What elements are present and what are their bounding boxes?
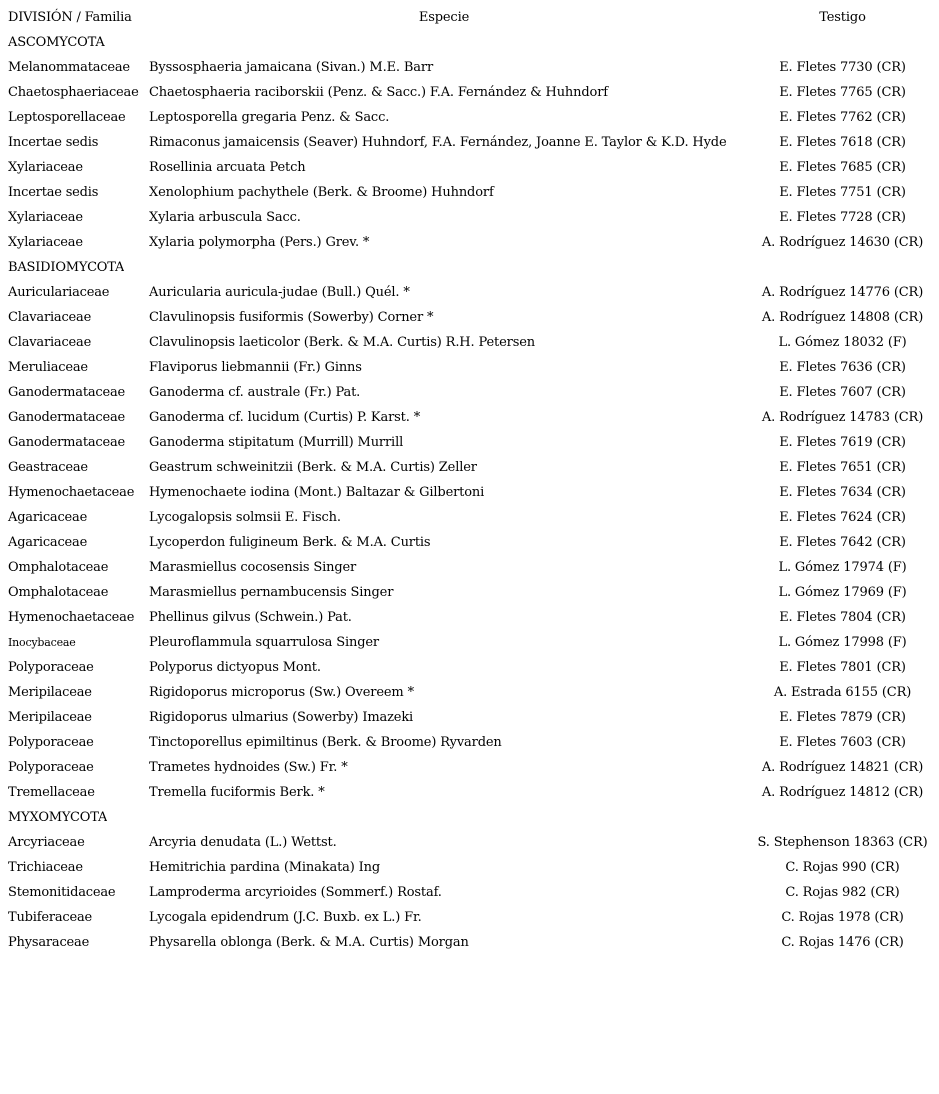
species-cell: Trametes hydnoides (Sw.) Fr. *: [149, 760, 348, 775]
voucher-cell: E. Fletes 7636 (CR): [779, 360, 906, 375]
species-cell: Hemitrichia pardina (Minakata) Ing: [149, 860, 381, 875]
family-cell: Agaricaceae: [8, 535, 88, 550]
division-row: [0, 30, 939, 55]
species-cell: Auricularia auricula-judae (Bull.) Quél. *: [149, 285, 410, 300]
table-row: [0, 280, 939, 305]
species-cell: Ganoderma cf. australe (Fr.) Pat.: [149, 385, 361, 400]
voucher-cell: E. Fletes 7634 (CR): [779, 485, 906, 500]
table-row: [0, 330, 939, 355]
voucher-cell: L. Gómez 17969 (F): [778, 585, 907, 600]
species-cell: Physarella oblonga (Berk. & M.A. Curtis) Morgan: [149, 935, 469, 950]
species-cell: Marasmiellus pernambucensis Singer: [149, 585, 394, 600]
species-cell: Lycogala epidendrum (J.C. Buxb. ex L.) Fr.: [149, 910, 422, 925]
family-cell: Ganodermataceae: [8, 410, 126, 425]
voucher-cell: E. Fletes 7624 (CR): [779, 510, 906, 525]
table-row: [0, 830, 939, 855]
table-row: [0, 730, 939, 755]
table-row: [0, 930, 939, 955]
voucher-cell: E. Fletes 7804 (CR): [779, 610, 906, 625]
family-cell: Melanommataceae: [8, 60, 130, 75]
family-cell: Hymenochaetaceae: [8, 485, 135, 500]
table-row: [0, 80, 939, 105]
table-row: [0, 855, 939, 880]
header-species: Especie: [418, 10, 470, 25]
voucher-cell: E. Fletes 7618 (CR): [779, 135, 906, 150]
voucher-cell: E. Fletes 7651 (CR): [779, 460, 906, 475]
family-cell: Meripilaceae: [8, 710, 92, 725]
voucher-cell: E. Fletes 7603 (CR): [779, 735, 906, 750]
species-cell: Phellinus gilvus (Schwein.) Pat.: [149, 610, 352, 625]
family-cell: Arcyriaceae: [8, 835, 85, 850]
family-cell: Tremellaceae: [8, 785, 95, 800]
voucher-cell: E. Fletes 7879 (CR): [779, 710, 906, 725]
voucher-cell: A. Rodríguez 14630 (CR): [761, 235, 924, 250]
family-cell: Auriculariaceae: [8, 285, 110, 300]
table-row: [0, 755, 939, 780]
table-row: [0, 630, 939, 655]
voucher-cell: E. Fletes 7607 (CR): [779, 385, 906, 400]
species-cell: Clavulinopsis fusiformis (Sowerby) Corner *: [149, 310, 434, 325]
voucher-cell: A. Rodríguez 14783 (CR): [761, 410, 924, 425]
voucher-cell: E. Fletes 7728 (CR): [779, 210, 906, 225]
family-cell: Leptosporellaceae: [8, 110, 126, 125]
family-cell: Physaraceae: [8, 935, 90, 950]
voucher-cell: C. Rojas 982 (CR): [785, 885, 900, 900]
species-cell: Byssosphaeria jamaicana (Sivan.) M.E. Barr: [149, 60, 434, 75]
species-cell: Ganoderma stipitatum (Murrill) Murrill: [149, 435, 404, 450]
voucher-cell: C. Rojas 1978 (CR): [781, 910, 904, 925]
table-row: [0, 455, 939, 480]
voucher-cell: A. Rodríguez 14776 (CR): [761, 285, 924, 300]
header-division-family: DIVISIÓN / Familia: [8, 10, 132, 25]
voucher-cell: S. Stephenson 18363 (CR): [757, 835, 928, 850]
voucher-cell: E. Fletes 7642 (CR): [779, 535, 906, 550]
family-cell: Incertae sedis: [8, 185, 99, 200]
table-row: [0, 580, 939, 605]
table-row: [0, 430, 939, 455]
voucher-cell: E. Fletes 7685 (CR): [779, 160, 906, 175]
voucher-cell: A. Rodríguez 14808 (CR): [761, 310, 924, 325]
species-cell: Hymenochaete iodina (Mont.) Baltazar & Gilbertoni: [149, 485, 485, 500]
voucher-cell: A. Estrada 6155 (CR): [773, 685, 912, 700]
voucher-cell: C. Rojas 990 (CR): [785, 860, 900, 875]
species-cell: Tremella fuciformis Berk. *: [149, 785, 325, 800]
family-cell: Clavariaceae: [8, 335, 92, 350]
species-cell: Lamproderma arcyrioides (Sommerf.) Rostaf.: [149, 885, 442, 900]
voucher-cell: E. Fletes 7619 (CR): [779, 435, 906, 450]
table-row: [0, 130, 939, 155]
family-cell: Meripilaceae: [8, 685, 92, 700]
species-cell: Rigidoporus ulmarius (Sowerby) Imazeki: [149, 710, 414, 725]
family-cell: Inocybaceae: [8, 636, 76, 649]
species-cell: Ganoderma cf. lucidum (Curtis) P. Karst. *: [149, 410, 421, 425]
table-row: [0, 705, 939, 730]
table-row: [0, 380, 939, 405]
voucher-cell: E. Fletes 7751 (CR): [779, 185, 906, 200]
family-cell: Hymenochaetaceae: [8, 610, 135, 625]
family-cell: Trichiaceae: [8, 860, 83, 875]
family-cell: Ganodermataceae: [8, 435, 126, 450]
species-cell: Xenolophium pachythele (Berk. & Broome) Huhndorf: [149, 185, 494, 200]
species-cell: Tinctoporellus epimiltinus (Berk. & Broome) Ryvarden: [149, 735, 502, 750]
species-cell: Rigidoporus microporus (Sw.) Overeem *: [149, 685, 414, 700]
table-row: [0, 305, 939, 330]
species-cell: Leptosporella gregaria Penz. & Sacc.: [149, 110, 390, 125]
table-row: [0, 480, 939, 505]
table-row: [0, 655, 939, 680]
species-cell: Rimaconus jamaicensis (Seaver) Huhndorf, F.A. Fernández, Joanne E. Taylor & K.D. Hyde: [149, 135, 727, 150]
voucher-cell: E. Fletes 7762 (CR): [779, 110, 906, 125]
species-cell: Chaetosphaeria raciborskii (Penz. & Sacc.) F.A. Fernández & Huhndorf: [149, 85, 608, 100]
division-row: [0, 805, 939, 830]
table-header: [0, 5, 939, 30]
voucher-cell: L. Gómez 18032 (F): [778, 335, 907, 350]
species-cell: Pleuroflammula squarrulosa Singer: [149, 635, 379, 650]
species-cell: Marasmiellus cocosensis Singer: [149, 560, 357, 575]
voucher-cell: A. Rodríguez 14821 (CR): [761, 760, 924, 775]
family-cell: Polyporaceae: [8, 660, 94, 675]
family-cell: Ganodermataceae: [8, 385, 126, 400]
species-cell: Xylaria arbuscula Sacc.: [149, 210, 301, 225]
family-cell: Omphalotaceae: [8, 560, 109, 575]
table-row: [0, 180, 939, 205]
voucher-cell: L. Gómez 17974 (F): [778, 560, 907, 575]
table-row: [0, 530, 939, 555]
species-cell: Lycoperdon fuligineum Berk. & M.A. Curtis: [149, 535, 431, 550]
family-cell: Tubiferaceae: [8, 910, 93, 925]
division-name: BASIDIOMYCOTA: [8, 260, 125, 275]
table-row: [0, 505, 939, 530]
table-row: [0, 405, 939, 430]
voucher-cell: E. Fletes 7765 (CR): [779, 85, 906, 100]
table-row: [0, 205, 939, 230]
family-cell: Agaricaceae: [8, 510, 88, 525]
division-name: ASCOMYCOTA: [8, 35, 105, 50]
voucher-cell: L. Gómez 17998 (F): [778, 635, 907, 650]
species-cell: Rosellinia arcuata Petch: [149, 160, 306, 175]
species-cell: Lycogalopsis solmsii E. Fisch.: [149, 510, 341, 525]
family-cell: Incertae sedis: [8, 135, 99, 150]
family-cell: Xylariaceae: [8, 210, 83, 225]
voucher-cell: C. Rojas 1476 (CR): [781, 935, 904, 950]
family-cell: Omphalotaceae: [8, 585, 109, 600]
species-table: [0, 5, 939, 955]
family-cell: Xylariaceae: [8, 160, 83, 175]
table-row: [0, 355, 939, 380]
species-cell: Xylaria polymorpha (Pers.) Grev. *: [149, 235, 370, 250]
table-row: [0, 230, 939, 255]
species-cell: Arcyria denudata (L.) Wettst.: [149, 835, 337, 850]
table-row: [0, 780, 939, 805]
table-row: [0, 55, 939, 80]
family-cell: Xylariaceae: [8, 235, 83, 250]
family-cell: Polyporaceae: [8, 735, 94, 750]
species-cell: Flaviporus liebmannii (Fr.) Ginns: [149, 360, 362, 375]
species-cell: Geastrum schweinitzii (Berk. & M.A. Curtis) Zeller: [149, 460, 477, 475]
species-cell: Polyporus dictyopus Mont.: [149, 660, 321, 675]
voucher-cell: E. Fletes 7730 (CR): [779, 60, 906, 75]
family-cell: Stemonitidaceae: [8, 885, 116, 900]
table-row: [0, 155, 939, 180]
table-row: [0, 105, 939, 130]
family-cell: Geastraceae: [8, 460, 88, 475]
family-cell: Meruliaceae: [8, 360, 88, 375]
family-cell: Polyporaceae: [8, 760, 94, 775]
species-cell: Clavulinopsis laeticolor (Berk. & M.A. Curtis) R.H. Petersen: [149, 335, 535, 350]
table-row: [0, 680, 939, 705]
header-voucher: Testigo: [819, 10, 866, 25]
table-row: [0, 605, 939, 630]
family-cell: Chaetosphaeriaceae: [8, 85, 139, 100]
division-row: [0, 255, 939, 280]
voucher-cell: E. Fletes 7801 (CR): [779, 660, 906, 675]
table-row: [0, 880, 939, 905]
table-row: [0, 555, 939, 580]
voucher-cell: A. Rodríguez 14812 (CR): [761, 785, 924, 800]
division-name: MYXOMYCOTA: [8, 810, 108, 825]
table-body: [0, 30, 939, 955]
family-cell: Clavariaceae: [8, 310, 92, 325]
table-row: [0, 905, 939, 930]
